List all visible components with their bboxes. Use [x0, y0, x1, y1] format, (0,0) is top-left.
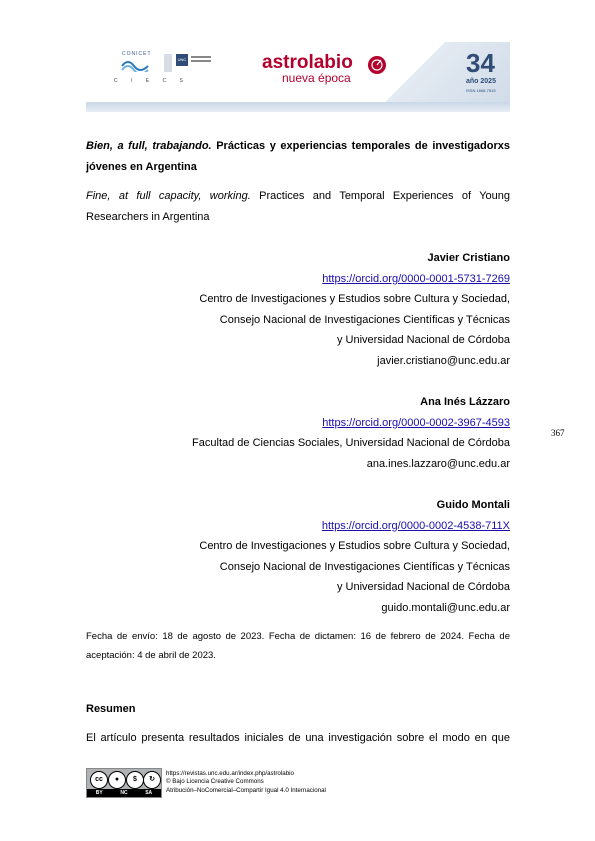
- page-number: 367: [551, 428, 565, 438]
- orcid-link[interactable]: https://orcid.org/0000-0001-5731-7269: [322, 272, 510, 285]
- issue-number: 34: [466, 48, 495, 78]
- article-title-en: [86, 186, 510, 228]
- cc-icon: cc: [90, 771, 108, 789]
- article-title-es: [86, 136, 510, 178]
- affiliation-line: Consejo Nacional de Investigaciones Científicas y Técnicas: [219, 560, 510, 573]
- journal-subtitle: nueva época: [282, 71, 351, 85]
- crest-icon: [164, 54, 172, 72]
- affiliation-line: Facultad de Ciencias Sociales, Universidad Nacional de Córdoba: [192, 437, 510, 449]
- author-name: Ana Inés Lázzaro: [420, 396, 510, 408]
- header-band: [86, 102, 510, 112]
- title-en-italic: Fine, at full capacity, working.: [86, 190, 251, 202]
- submission-dates: Fecha de envío: 18 de agosto de 2023. Fecha de dictamen: 16 de febrero de 2024. Fecha de aceptación: 4 de abril de 2023.: [86, 631, 510, 661]
- cc-license-badge[interactable]: [86, 768, 162, 798]
- affiliation-line: Consejo Nacional de Investigaciones Científicas y Técnicas: [219, 313, 510, 326]
- abstract-heading: Resumen: [86, 703, 136, 715]
- affiliation-line: Centro de Investigaciones y Estudios sobre Cultura y Sociedad,: [199, 540, 510, 552]
- title-es-italic: Bien, a full, trabajando.: [86, 140, 212, 152]
- unc-logo-icon: UNC: [176, 54, 188, 66]
- orcid-link[interactable]: https://orcid.org/0000-0002-3967-4593: [322, 416, 510, 429]
- sharealike-icon: ↻: [143, 771, 161, 789]
- author-block: [86, 495, 510, 618]
- author-email: javier.cristiano@unc.edu.ar: [377, 354, 510, 367]
- title-es-rest: Prácticas y experiencias temporales de investigadorxs jóvenes en Argentina: [86, 140, 510, 173]
- author-email: guido.montali@unc.edu.ar: [381, 601, 510, 614]
- ciecs-label: C I E C S: [114, 78, 189, 84]
- issue-year: año 2025: [466, 78, 496, 85]
- license-text: [166, 770, 326, 795]
- cc-label: BY: [95, 790, 103, 796]
- abstract-text: El artículo presenta resultados iniciales de una investigación sobre el modo en que: [86, 732, 510, 744]
- cc-labels: [87, 789, 161, 797]
- issn: ISSN 1668-7515: [466, 88, 496, 93]
- author-block: [86, 392, 510, 474]
- orcid-link[interactable]: https://orcid.org/0000-0002-4538-711X: [321, 519, 510, 532]
- unc-text-line: [191, 60, 211, 62]
- journal-url[interactable]: https://revistas.unc.edu.ar/index.php/astrolabio: [166, 770, 294, 777]
- author-name: Guido Montali: [436, 499, 510, 511]
- license-line: Atribución–NoComercial–Compartir Igual 4.0 Internacional: [166, 786, 326, 794]
- astrolabe-icon: [368, 56, 386, 74]
- license-footer: [86, 768, 510, 798]
- affiliation-line: y Universidad Nacional de Córdoba: [336, 334, 510, 346]
- conicet-logo-icon: [120, 56, 150, 72]
- cc-label: SA: [145, 790, 153, 796]
- author-email: ana.ines.lazzaro@unc.edu.ar: [366, 457, 510, 470]
- noncommercial-icon: $: [126, 771, 144, 789]
- conicet-label: CONICET: [122, 51, 152, 57]
- by-person-icon: ●: [108, 771, 126, 789]
- title-en-rest: Practices and Temporal Experiences of Young Researchers in Argentina: [86, 190, 511, 223]
- unc-text-line: [191, 56, 211, 58]
- cc-label: NC: [120, 790, 128, 796]
- affiliation-line: Centro de Investigaciones y Estudios sobre Cultura y Sociedad,: [199, 293, 510, 305]
- authors-list: [86, 248, 510, 639]
- journal-title: astrolabio: [262, 52, 353, 73]
- institution-logos: [116, 52, 226, 92]
- author-name: Javier Cristiano: [427, 252, 510, 264]
- author-block: [86, 248, 510, 371]
- license-line: © Bajo Licencia Creative Commons: [166, 778, 264, 786]
- affiliation-line: y Universidad Nacional de Córdoba: [336, 581, 510, 593]
- journal-header: [86, 42, 510, 112]
